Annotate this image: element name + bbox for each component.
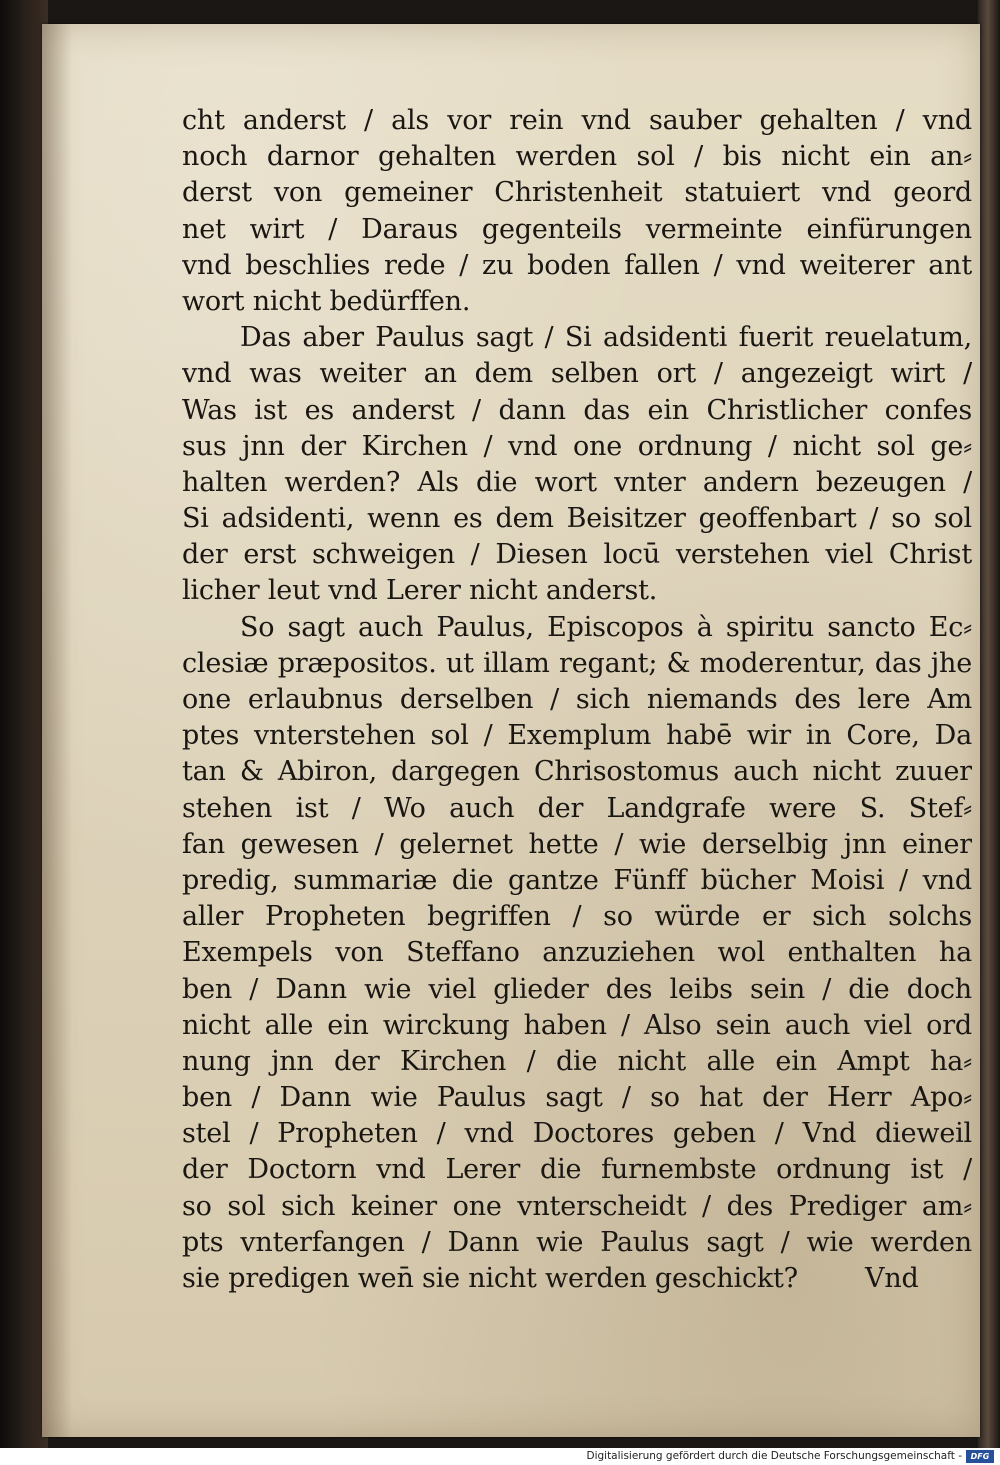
- text-line: fan gewesen / gelernet hette / wie derselbig jnn einer: [182, 828, 972, 860]
- text-line: Si adsidenti, wenn es dem Beisitzer geoffenbart / so sol: [182, 503, 972, 535]
- text-line: noch darnor gehalten werden sol / bis nicht ein an⸗: [182, 141, 972, 173]
- text-line: der erst schweigen / Diesen locū verstehen viel Christ: [182, 539, 972, 571]
- text-line: net wirt / Daraus gegenteils vermeinte einfürungen: [182, 213, 972, 245]
- text-line: predig, summariæ die gantze Fünff bücher Moisi / vnd: [182, 864, 972, 896]
- text-line: vnd was weiter an dem selben ort / angezeigt wirt /: [182, 358, 972, 390]
- text-line: stel / Propheten / vnd Doctores geben / Vnd dieweil: [182, 1118, 972, 1150]
- book-page: [42, 24, 980, 1437]
- page-edge: [978, 0, 1000, 1448]
- text-line: Das aber Paulus sagt / Si adsidenti fuerit reuelatum,: [240, 322, 972, 354]
- text-line: nicht alle ein wirckung haben / Also sein auch viel ord: [182, 1009, 972, 1041]
- funding-notice: Digitalisierung gefördert durch die Deutsche Forschungsgemeinschaft -: [586, 1450, 962, 1462]
- book-spine: [0, 0, 48, 1448]
- text-line: so sol sich keiner one vnterscheidt / des Prediger am⸗: [182, 1190, 972, 1222]
- text-line: sus jnn der Kirchen / vnd one ordnung / nicht sol ge⸗: [182, 430, 972, 462]
- text-line: So sagt auch Paulus, Episcopos à spiritu sancto Ec⸗: [240, 611, 972, 643]
- dfg-logo-icon: DFG: [966, 1450, 994, 1463]
- text-line: vnd beschlies rede / zu boden fallen / vnd weiterer ant: [182, 249, 972, 281]
- text-line: clesiæ præpositos. ut illam regant; & moderentur, das jhe: [182, 647, 972, 679]
- text-line: stehen ist / Wo auch der Landgrafe were S. Stef⸗: [182, 792, 972, 824]
- text-line: wort nicht bedürffen.: [182, 285, 471, 317]
- text-line: Exempels von Steffano anzuziehen wol enthalten ha: [182, 937, 972, 969]
- page-text: [182, 103, 972, 1297]
- text-line: der Doctorn vnd Lerer die furnembste ordnung ist /: [182, 1154, 972, 1186]
- text-line: one erlaubnus derselben / sich niemands des lere Am: [182, 684, 972, 715]
- text-line: halten werden? Als die wort vnter andern bezeugen /: [182, 466, 972, 498]
- text-line: cht anderst / als vor rein vnd sauber gehalten / vnd: [182, 105, 972, 136]
- text-line: derst von gemeiner Christenheit statuiert vnd geord: [182, 177, 972, 209]
- text-line: nung jnn der Kirchen / die nicht alle ein Ampt ha⸗: [182, 1045, 972, 1077]
- digitization-footer: [0, 1448, 1000, 1465]
- text-line: pts vnterfangen / Dann wie Paulus sagt / wie werden: [182, 1226, 972, 1258]
- text-line: sie predigen wen̄ sie nicht werden geschickt? Vnd: [182, 1263, 919, 1294]
- text-line: ptes vnterstehen sol / Exemplum habē wir in Core, Da: [182, 720, 972, 752]
- text-line: licher leut vnd Lerer nicht anderst.: [182, 575, 658, 607]
- text-line: tan & Abiron, dargegen Chrisostomus auch nicht zuuer: [182, 756, 972, 788]
- text-line: aller Propheten begriffen / so würde er sich solchs: [182, 901, 972, 933]
- text-line: ben / Dann wie viel glieder des leibs sein / die doch: [182, 973, 972, 1005]
- text-line: ben / Dann wie Paulus sagt / so hat der Herr Apo⸗: [182, 1082, 972, 1114]
- text-line: Was ist es anderst / dann das ein Christlicher confes: [182, 394, 972, 426]
